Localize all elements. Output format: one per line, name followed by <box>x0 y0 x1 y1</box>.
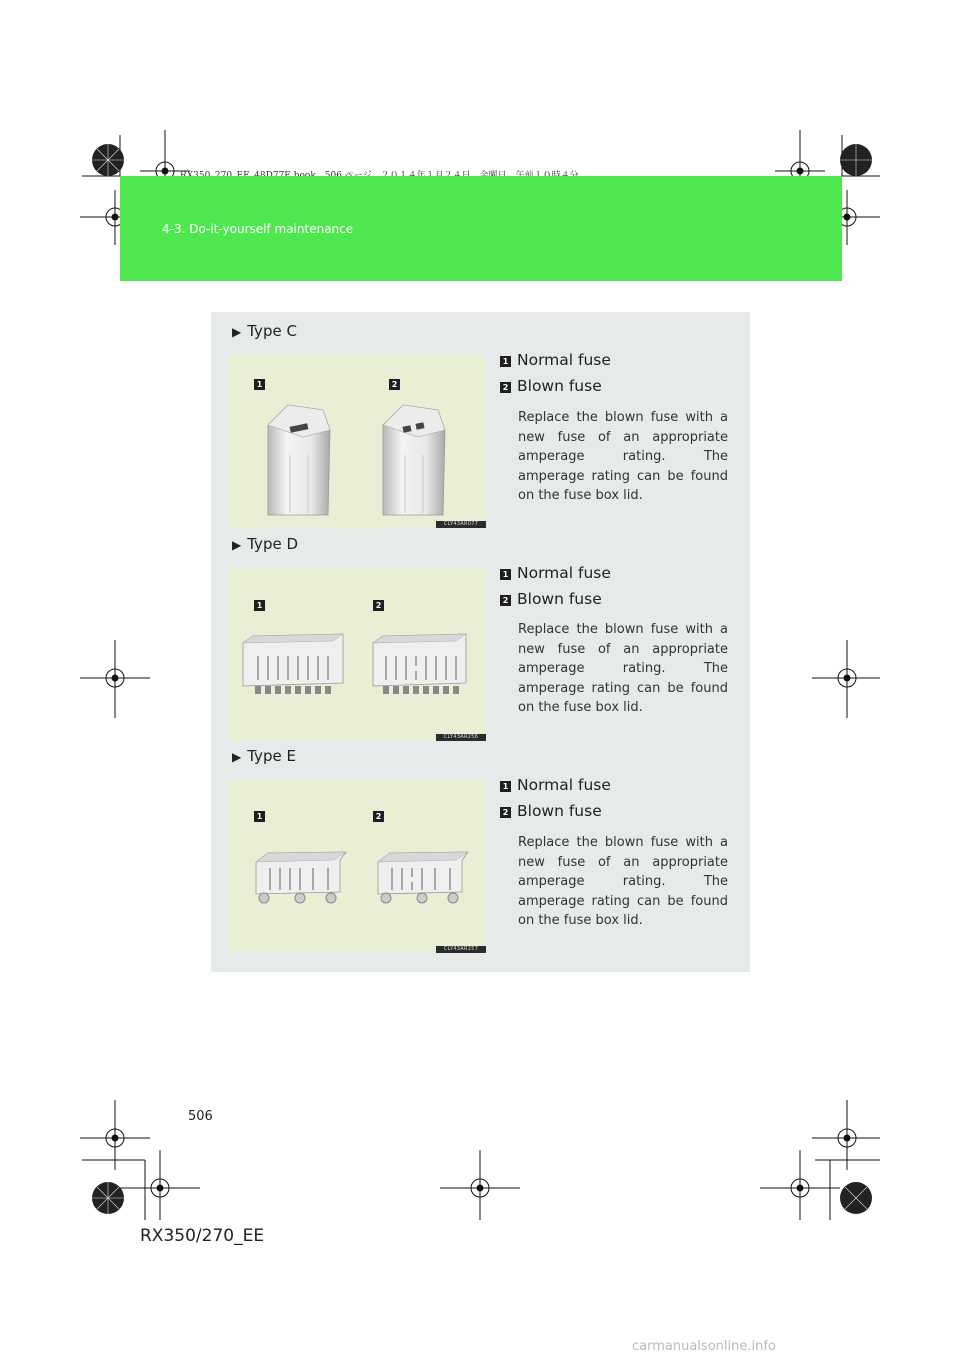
type-heading <box>232 322 297 340</box>
fuse-figure-type-e <box>228 780 486 953</box>
number-badge-icon: 2 <box>500 595 511 606</box>
callout-1: 1 <box>254 379 265 390</box>
type-heading-label: Type D <box>247 535 299 553</box>
fuse-illustration-blown <box>383 405 445 515</box>
type-heading <box>232 747 296 765</box>
list-item-label: Normal fuse <box>517 776 611 794</box>
list-item <box>500 377 602 395</box>
list-item <box>500 590 602 608</box>
triangle-right-icon: ▶ <box>232 750 242 764</box>
callout-2: 2 <box>373 600 384 611</box>
fuse-illustration-normal <box>243 634 343 694</box>
list-item-label: Normal fuse <box>517 351 611 369</box>
triangle-right-icon: ▶ <box>232 538 242 552</box>
number-badge-icon: 2 <box>500 807 511 818</box>
callout-2: 2 <box>389 379 400 390</box>
number-badge-icon: 1 <box>500 356 511 367</box>
fuse-figure-type-c <box>228 355 486 528</box>
list-item <box>500 802 602 820</box>
callout-1: 1 <box>254 811 265 822</box>
type-heading-label: Type C <box>247 322 297 340</box>
list-item-label: Normal fuse <box>517 564 611 582</box>
callout-2: 2 <box>373 811 384 822</box>
triangle-right-icon: ▶ <box>232 325 242 339</box>
list-item <box>500 776 611 794</box>
callout-1: 1 <box>254 600 265 611</box>
number-badge-icon: 2 <box>500 382 511 393</box>
list-item-label: Blown fuse <box>517 377 602 395</box>
fuse-illustration-normal <box>256 852 346 903</box>
number-badge-icon: 1 <box>500 781 511 792</box>
fuse-illustration-blown <box>378 852 468 903</box>
figure-code: CLY43AR256 <box>436 734 486 741</box>
figure-code: CLY43AR257 <box>436 946 486 953</box>
figure-code: CLY43AR077 <box>436 521 486 528</box>
list-item-label: Blown fuse <box>517 590 602 608</box>
watermark-text: carmanualsonline.info <box>632 1339 776 1354</box>
list-item <box>500 564 611 582</box>
description-text: Replace the blown fuse with a new fuse of an appropriate amperage rating. The amperage rating can be found on the fuse box lid. <box>518 622 728 715</box>
page-number: 506 <box>188 1109 213 1124</box>
description-text: Replace the blown fuse with a new fuse of an appropriate amperage rating. The amperage rating can be found on the fuse box lid. <box>518 410 728 503</box>
type-heading-label: Type E <box>247 747 296 765</box>
fuse-illustration-normal <box>268 405 330 515</box>
list-item <box>500 351 611 369</box>
section-title: 4-3. Do-it-yourself maintenance <box>162 222 354 236</box>
description-text: Replace the blown fuse with a new fuse of an appropriate amperage rating. The amperage rating can be found on the fuse box lid. <box>518 835 728 928</box>
list-item-label: Blown fuse <box>517 802 602 820</box>
number-badge-icon: 1 <box>500 569 511 580</box>
type-heading <box>232 535 298 553</box>
fuse-figure-type-d <box>228 568 486 741</box>
fuse-illustration-blown <box>373 634 466 694</box>
footer-model-code: RX350/270_EE <box>140 1226 265 1246</box>
